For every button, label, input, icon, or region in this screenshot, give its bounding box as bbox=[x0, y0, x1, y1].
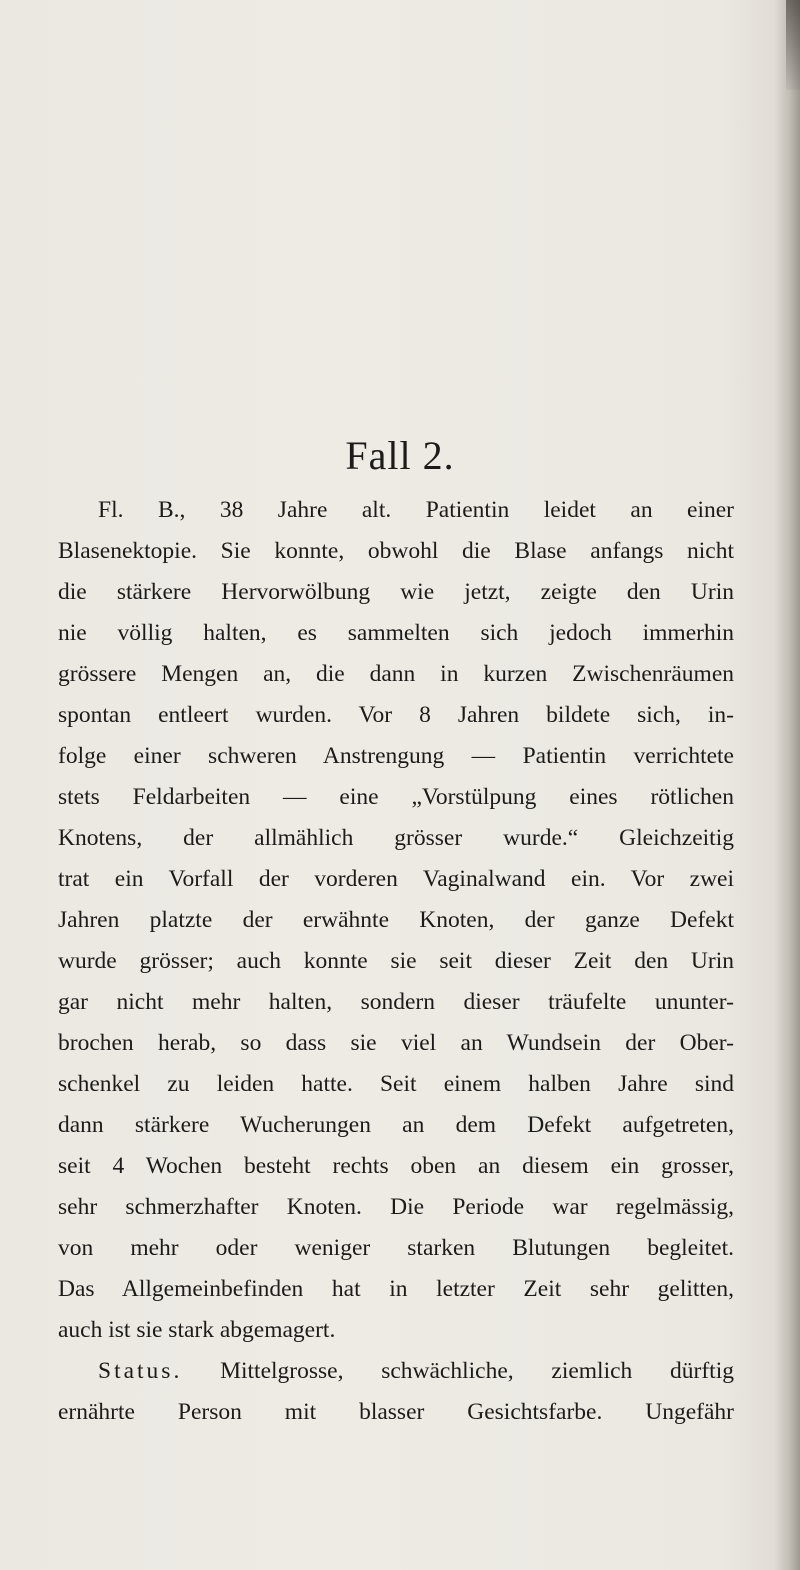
text-line: Fl. B., 38 Jahre alt. Patientin leidet an einer bbox=[98, 497, 734, 523]
text-line: Blasenektopie. Sie konnte, obwohl die Blase anfangs nicht bbox=[58, 538, 734, 564]
text-line: von mehr oder weniger starken Blutungen begleitet. bbox=[58, 1235, 734, 1261]
text-line: wurde grösser; auch konnte sie seit dieser Zeit den Urin bbox=[58, 948, 734, 974]
status-line bbox=[58, 1351, 734, 1392]
text-line: Jahren platzte der erwähnte Knoten, der ganze Defekt bbox=[58, 907, 734, 933]
page-edge-shadow bbox=[774, 0, 800, 1570]
text-line: Knotens, der allmählich grösser wurde.“ Gleichzeitig bbox=[58, 825, 734, 851]
text-line: gar nicht mehr halten, sondern dieser träufelte ununter- bbox=[58, 989, 734, 1015]
text-line: auch ist sie stark abgemagert. bbox=[58, 1317, 336, 1343]
text-line: dann stärkere Wucherungen an dem Defekt aufgetreten, bbox=[58, 1112, 734, 1138]
status-label: Status. bbox=[98, 1358, 183, 1384]
text-line: sehr schmerzhafter Knoten. Die Periode war regelmässig, bbox=[58, 1194, 734, 1220]
text-line: schenkel zu leiden hatte. Seit einem halben Jahre sind bbox=[58, 1071, 734, 1097]
text-line: nie völlig halten, es sammelten sich jedoch immerhin bbox=[58, 620, 734, 646]
section-heading: Fall 2. bbox=[345, 433, 455, 478]
text-line: trat ein Vorfall der vorderen Vaginalwand ein. Vor zwei bbox=[58, 866, 734, 892]
status-text: Mittelgrosse, schwächliche, ziemlich dürftig bbox=[182, 1358, 734, 1384]
text-line: seit 4 Wochen besteht rechts oben an diesem ein grosser, bbox=[58, 1153, 734, 1179]
text-line: stets Feldarbeiten — eine „Vorstülpung eines rötlichen bbox=[58, 784, 734, 810]
text-line: Das Allgemeinbefinden hat in letzter Zeit sehr gelitten, bbox=[58, 1276, 734, 1302]
text-line: ernährte Person mit blasser Gesichtsfarbe. Ungefähr bbox=[58, 1399, 734, 1425]
text-line: grössere Mengen an, die dann in kurzen Zwischenräumen bbox=[58, 661, 734, 687]
body-text bbox=[58, 490, 734, 1433]
text-line: folge einer schweren Anstrengung — Patientin verrichtete bbox=[58, 743, 734, 769]
text-line: die stärkere Hervorwölbung wie jetzt, zeigte den Urin bbox=[58, 579, 734, 605]
page-edge-mark bbox=[786, 0, 800, 90]
text-line: spontan entleert wurden. Vor 8 Jahren bildete sich, in- bbox=[58, 702, 734, 728]
text-line: brochen herab, so dass sie viel an Wundsein der Ober- bbox=[58, 1030, 734, 1056]
